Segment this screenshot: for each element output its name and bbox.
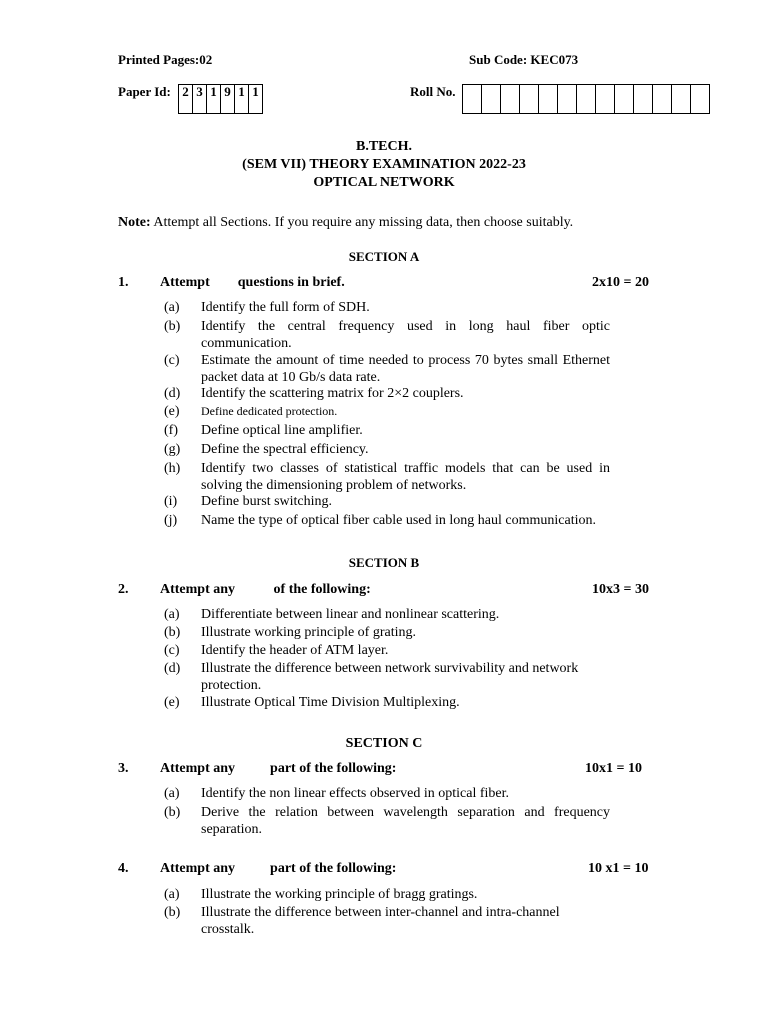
note: [118, 215, 573, 231]
list-item: [164, 512, 610, 529]
item-text: Illustrate the difference between inter-channel and intra-channel crosstalk.: [201, 905, 560, 937]
item-text: Differentiate between linear and nonlinear scattering.: [201, 607, 500, 622]
list-item: [164, 493, 610, 510]
degree-title: B.TECH.: [355, 139, 412, 154]
paper-id-boxes: [178, 84, 263, 114]
list-item: [164, 422, 610, 439]
list-item: [164, 606, 610, 623]
roll-no-cell: [577, 85, 596, 113]
list-item: [164, 441, 610, 458]
roll-no-cell: [501, 85, 520, 113]
roll-no-label: Roll No.: [410, 84, 456, 99]
item-label: (j): [164, 513, 178, 528]
question-number: 4.: [118, 861, 129, 876]
item-label: (a): [164, 887, 180, 902]
item-label: (d): [164, 661, 181, 676]
list-item: [164, 642, 610, 659]
question-number: 1.: [118, 275, 129, 290]
item-text: Define optical line amplifier.: [201, 423, 363, 438]
item-text: Illustrate the difference between network survivability and network protection.: [201, 661, 579, 693]
item-label: (e): [164, 695, 180, 710]
item-label: (b): [164, 805, 181, 820]
roll-no-cell: [520, 85, 539, 113]
item-text: Identify two classes of statistical traffic models that can be used in solving the dimensioning problem of networks.: [201, 461, 610, 493]
list-item: [164, 660, 584, 694]
item-text: Illustrate the working principle of bragg gratings.: [201, 887, 478, 902]
paper-id-label: Paper Id:: [118, 84, 171, 99]
item-text: Identify the full form of SDH.: [201, 300, 370, 315]
paper-id-digit: 3: [193, 85, 207, 113]
item-label: (a): [164, 300, 180, 315]
roll-no-cell: [634, 85, 653, 113]
roll-no-boxes: [462, 84, 710, 114]
list-item: [164, 352, 610, 386]
question-number: 3.: [118, 761, 129, 776]
item-text: Illustrate working principle of grating.: [201, 625, 416, 640]
item-text: Define dedicated protection.: [201, 404, 338, 418]
question-marks: 2x10 = 20: [592, 275, 649, 290]
question-marks: 10x1 = 10: [585, 761, 642, 776]
item-text: Identify the non linear effects observed in optical fiber.: [201, 786, 510, 801]
question-instruction: Attempt questions in brief.: [160, 275, 345, 290]
list-item: [164, 403, 610, 420]
paper-id-digit: 1: [207, 85, 221, 113]
question-instruction: Attempt any part of the following:: [160, 761, 397, 776]
item-label: (i): [164, 494, 178, 509]
paper-id-digit: 9: [221, 85, 235, 113]
item-label: (a): [164, 786, 180, 801]
roll-no-cell: [672, 85, 691, 113]
question-number: 2.: [118, 582, 129, 597]
paper-id-digit: 2: [179, 85, 193, 113]
question-instruction: Attempt any part of the following:: [160, 861, 397, 876]
note-text: Attempt all Sections. If you require any missing data, then choose suitably.: [153, 215, 574, 230]
exam-title: (SEM VII) THEORY EXAMINATION 2022-23: [242, 157, 526, 172]
item-label: (c): [164, 353, 180, 368]
roll-no-cell: [558, 85, 577, 113]
item-text: Identify the central frequency used in long haul fiber optic communication.: [201, 319, 610, 351]
roll-no-cell: [691, 85, 709, 113]
roll-no-cell: [482, 85, 501, 113]
list-item: [164, 785, 610, 802]
printed-pages: Printed Pages:02: [118, 52, 213, 67]
question-instruction: Attempt any of the following:: [160, 582, 371, 597]
item-label: (h): [164, 461, 181, 476]
question-marks: 10x3 = 30: [592, 582, 649, 597]
list-item: [164, 886, 610, 903]
roll-no-cell: [653, 85, 672, 113]
roll-no-cell: [463, 85, 482, 113]
section-b-heading: SECTION B: [348, 555, 420, 570]
list-item: [164, 460, 610, 494]
item-label: (a): [164, 607, 180, 622]
item-label: (b): [164, 905, 181, 920]
section-c-heading: SECTION C: [345, 736, 423, 751]
list-item: [164, 318, 610, 352]
item-text: Illustrate Optical Time Division Multiplexing.: [201, 695, 460, 710]
item-label: (b): [164, 319, 181, 334]
roll-no-cell: [596, 85, 615, 113]
roll-no-cell: [615, 85, 634, 113]
item-label: (f): [164, 423, 178, 438]
item-label: (b): [164, 625, 181, 640]
item-label: (e): [164, 404, 180, 419]
subject-code: Sub Code: KEC073: [469, 52, 579, 67]
item-text: Name the type of optical fiber cable used in long haul communication.: [201, 513, 596, 528]
paper-id-digit: 1: [235, 85, 249, 113]
paper-id-digit: 1: [252, 84, 259, 99]
list-item: [164, 694, 610, 711]
item-text: Define burst switching.: [201, 494, 333, 509]
list-item: [164, 385, 610, 402]
item-label: (d): [164, 386, 181, 401]
item-text: Define the spectral efficiency.: [201, 442, 369, 457]
list-item: [164, 624, 610, 641]
note-label: Note:: [118, 215, 151, 230]
subject-title: OPTICAL NETWORK: [313, 175, 455, 190]
item-text: Identify the header of ATM layer.: [201, 643, 389, 658]
list-item: [164, 804, 610, 838]
item-label: (g): [164, 442, 181, 457]
roll-no-cell: [539, 85, 558, 113]
list-item: [164, 904, 584, 938]
question-marks: 10 x1 = 10: [588, 861, 649, 876]
list-item: [164, 299, 610, 316]
item-label: (c): [164, 643, 180, 658]
item-text: Identify the scattering matrix for 2×2 couplers.: [201, 386, 464, 401]
item-text: Estimate the amount of time needed to process 70 bytes small Ethernet packet data at 10 Gb/s data rate.: [201, 353, 610, 385]
section-a-heading: SECTION A: [348, 249, 420, 264]
item-text: Derive the relation between wavelength separation and frequency separation.: [201, 805, 610, 837]
